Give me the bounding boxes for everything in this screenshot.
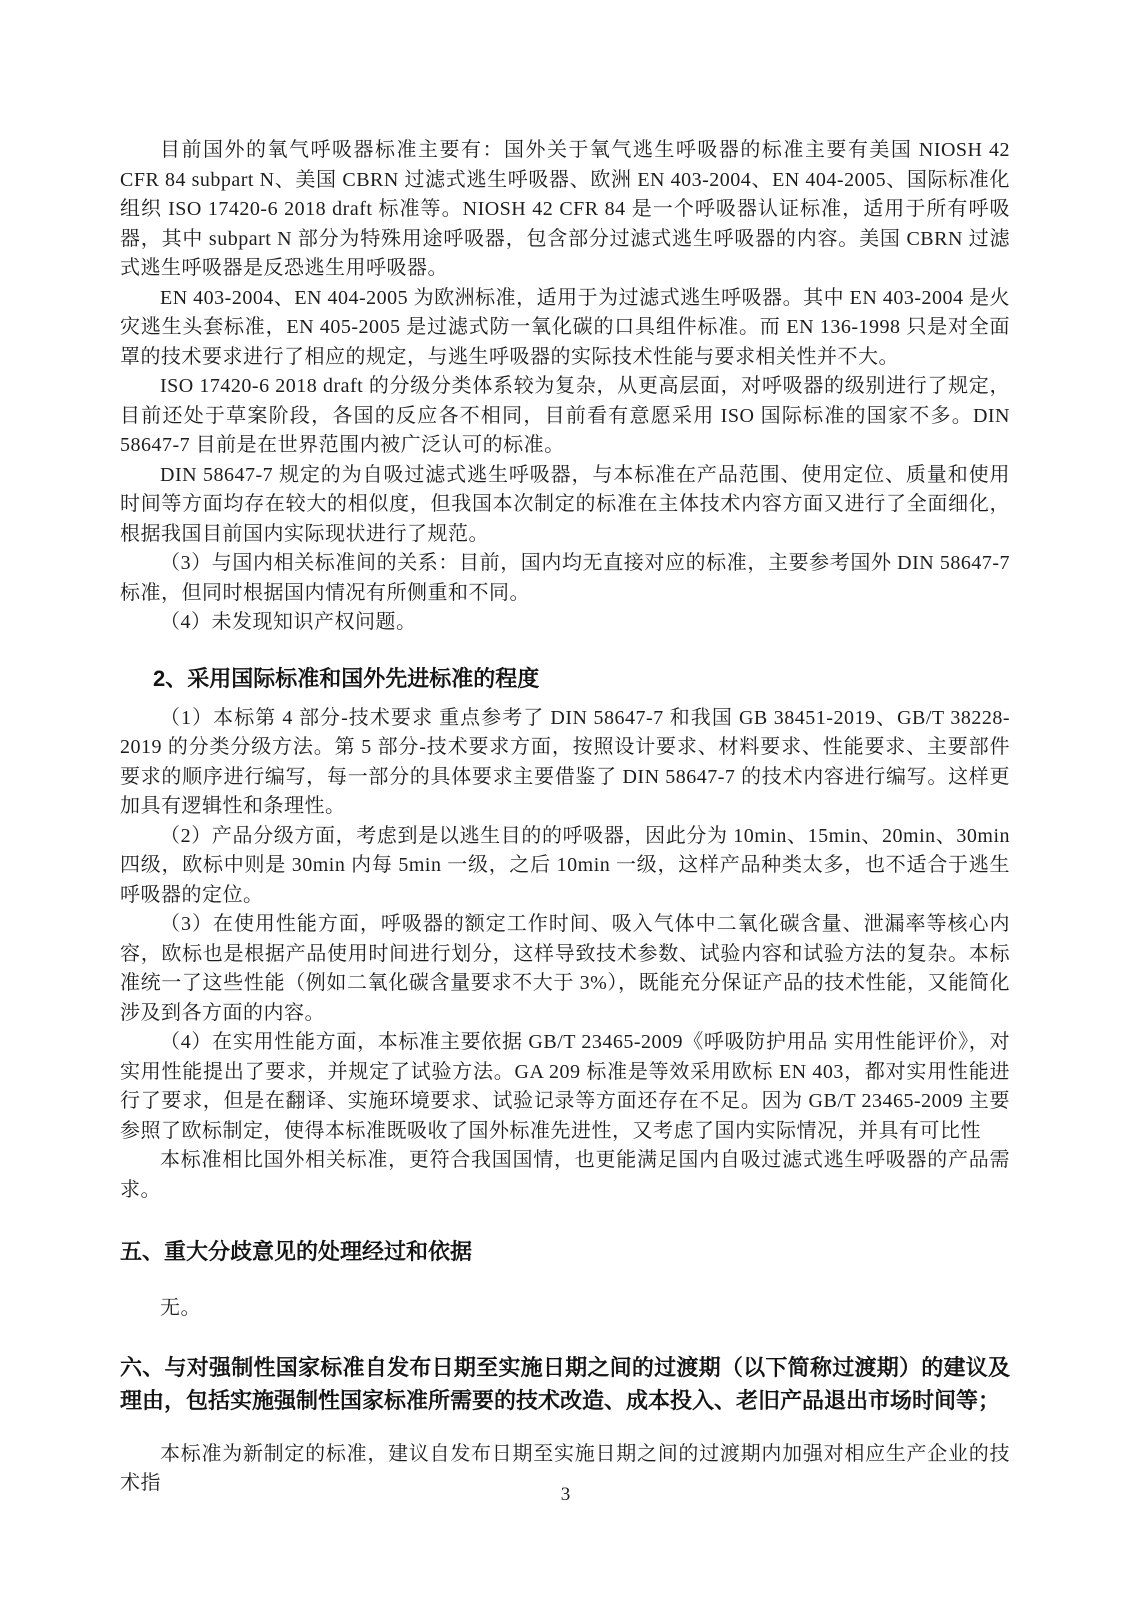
paragraph-item-3-usage-performance: （3）在使用性能方面，呼吸器的额定工作时间、吸入气体中二氧化碳含量、泄漏率等核心内容，欧标也是根据产品使用时间进行划分，这样导致技术参数、试验内容和试验方法的复杂。本标准统一了这些性能（例如二氧化碳含量要求不大于 3%），既能充分保证产品的技术性能，又能简化涉及到各方面的内容。 <box>120 913 1010 1024</box>
paragraph-item-1-technical-requirements: （1）本标第 4 部分-技术要求 重点参考了 DIN 58647-7 和我国 GB 38451-2019、GB/T 38228-2019 的分类分级方法。第 5 部分-技术要求方面，按照设计要求、材料要求、性能要求、主要部件要求的顺序进行编写，每一部分的具体要求主要借鉴了 DIN 58647-7 的技术内容进行编写。这样更加具有逻辑性和条理性。 <box>120 706 1010 817</box>
paragraph-foreign-standards-overview: 目前国外的氧气呼吸器标准主要有：国外关于氧气逃生呼吸器的标准主要有美国 NIOSH 42 CFR 84 subpart N、美国 CBRN 过滤式逃生呼吸器、欧洲 EN 403-2004、EN 404-2005、国际标准化组织 ISO 17420-6 2018 draft 标准等。NIOSH 42 CFR 84 是一个呼吸器认证标准，适用于所有呼吸器，其中 subpart N 部分为特殊用途呼吸器，包含部分过滤式逃生呼吸器的内容。美国 CBRN 过滤式逃生呼吸器是反恐逃生用呼吸器。 <box>120 139 1010 279</box>
paragraph-item-4-practical-performance: （4）在实用性能方面，本标准主要依据 GB/T 23465-2009《呼吸防护用品 实用性能评价》，对实用性能提出了要求，并规定了试验方法。GA 209 标准是等效采用欧标 EN 403，都对实用性能进行了要求，但是在翻译、实施环境要求、试验记录等方面还存在不足。因为 GB/T 23465-2009 主要参照了欧标制定，使得本标准既吸收了国外标准先进性，又考虑了国内实际情况，并具有可比性 <box>120 1031 1010 1142</box>
paragraph-en-standards: EN 403-2004、EN 404-2005 为欧洲标准，适用于为过滤式逃生呼吸器。其中 EN 403-2004 是火灾逃生头套标准，EN 405-2005 是过滤式防一氧化碳的口具组件标准。而 EN 136-1998 只是对全面罩的技术要求进行了相应的规定，与逃生呼吸器的实际技术性能与要求相关性并不大。 <box>120 286 1010 368</box>
paragraph-transition-recommendation: 本标准为新制定的标准，建议自发布日期至实施日期之间的过渡期内加强对相应生产企业的技术指 <box>120 1442 1010 1494</box>
chapter-heading-six-transition-period: 六、与对强制性国家标准自发布日期至实施日期之间的过渡期（以下简称过渡期）的建议及理由，包括实施强制性国家标准所需要的技术改造、成本投入、老旧产品退出市场时间等； <box>120 1354 1010 1413</box>
paragraph-item-2-product-grading: （2）产品分级方面，考虑到是以逃生目的的呼吸器，因此分为 10min、15min、20min、30min 四级，欧标中则是 30min 内每 5min 一级，之后 10min 一级，这样产品种类太多，也不适合于逃生呼吸器的定位。 <box>120 824 1010 906</box>
chapter-heading-five-disputes: 五、重大分歧意见的处理经过和依据 <box>120 1239 473 1264</box>
paragraph-domestic-standards-relation: （3）与国内相关标准间的关系：目前，国内均无直接对应的标准，主要参考国外 DIN 58647-7 标准，但同时根据国内情况有所侧重和不同。 <box>120 552 1010 604</box>
section-heading-adoption-degree: 2、采用国际标准和国外先进标准的程度 <box>153 665 540 691</box>
page-number: 3 <box>560 1484 571 1505</box>
paragraph-ip-issues: （4）未发现知识产权问题。 <box>160 611 417 633</box>
paragraph-din-58647: DIN 58647-7 规定的为自吸过滤式逃生呼吸器，与本标准在产品范围、使用定位、质量和使用时间等方面均存在较大的相似度，但我国本次制定的标准在主体技术内容方面又进行了全面细化，根据我国目前国内实际现状进行了规范。 <box>120 463 1010 545</box>
paragraph-iso-draft: ISO 17420-6 2018 draft 的分级分类体系较为复杂，从更高层面，对呼吸器的级别进行了规定，目前还处于草案阶段，各国的反应各不相同，目前看有意愿采用 ISO 国际标准的国家不多。DIN 58647-7 目前是在世界范围内被广泛认可的标准。 <box>120 375 1010 456</box>
paragraph-comparison-conclusion: 本标准相比国外相关标准，更符合我国国情，也更能满足国内自吸过滤式逃生呼吸器的产品需求。 <box>120 1149 1010 1201</box>
paragraph-none-answer: 无。 <box>160 1297 201 1319</box>
